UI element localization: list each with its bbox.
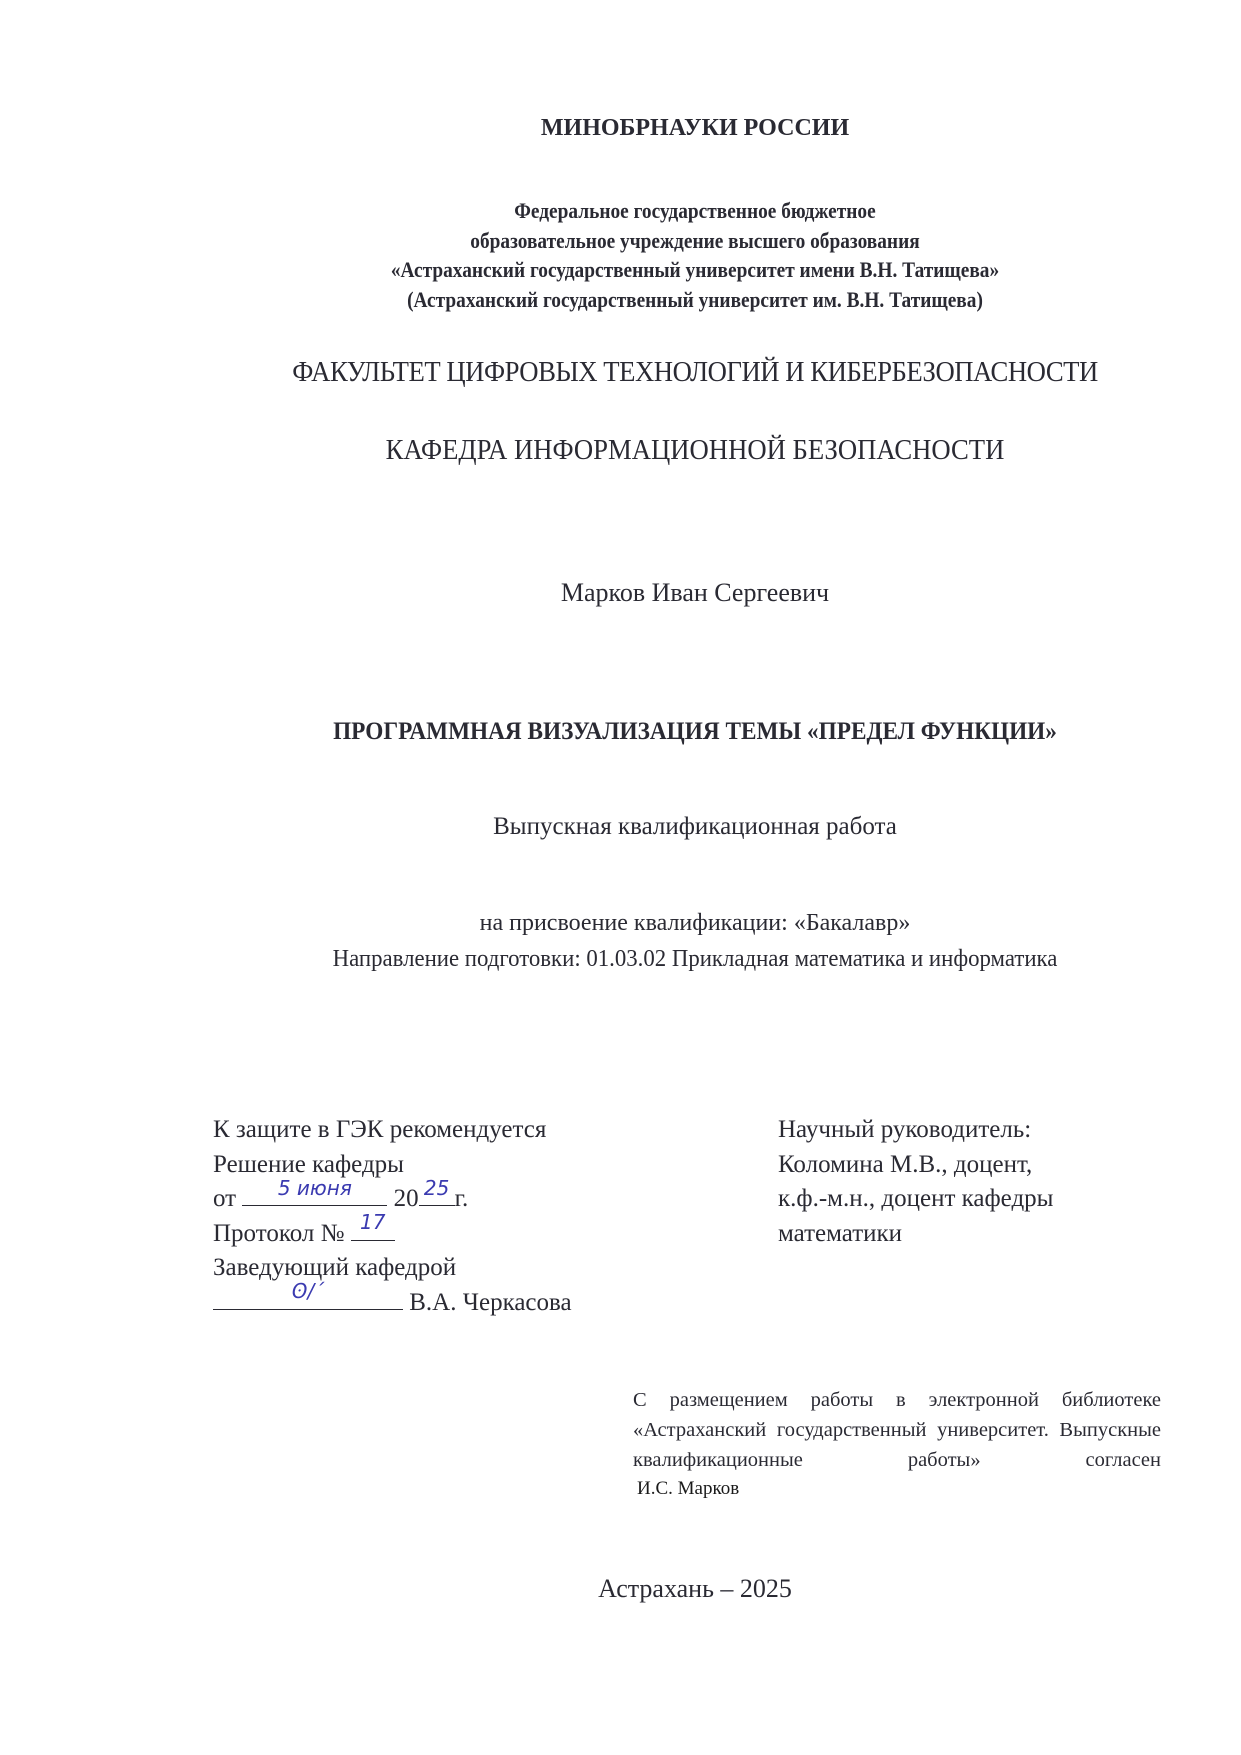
recommended-text: К защите в ГЭК рекомендуется — [213, 1116, 547, 1143]
ministry-heading: МИНОБРНАУКИ РОССИИ — [540, 115, 850, 141]
head-signature-line — [213, 1279, 572, 1321]
year-blank — [419, 1175, 455, 1206]
institution-line: «Астраханский государственный университет имени В.Н. Татищева» — [390, 257, 1000, 282]
handwritten-date: 5 июня — [277, 1175, 352, 1200]
head-name: В.А. Черкасова — [409, 1288, 572, 1316]
qualification: на присвоение квалификации: «Бакалавр» — [479, 910, 911, 936]
study-direction: Направление подготовки: 01.03.02 Прикладная математика и информатика — [332, 946, 1058, 972]
date-blank — [242, 1175, 387, 1206]
handwritten-year: 25 — [423, 1175, 450, 1200]
supervisor-line: к.ф.-м.н., доцент кафедры — [778, 1185, 1054, 1212]
defense-approval-block — [213, 1113, 572, 1320]
decision-text: Решение кафедры — [213, 1150, 404, 1178]
signature-icon: ʘ/ˊ — [291, 1279, 325, 1303]
consent-signer: И.С. Марков — [637, 1478, 740, 1499]
work-type: Выпускная квалификационная работа — [493, 813, 897, 840]
supervisor-line: математики — [778, 1219, 903, 1247]
supervisor-label: Научный руководитель: — [778, 1116, 1032, 1143]
protocol-label: Протокол № — [213, 1219, 345, 1247]
faculty-heading: ФАКУЛЬТЕТ ЦИФРОВЫХ ТЕХНОЛОГИЙ И КИБЕРБЕЗОПАСНОСТИ — [292, 356, 1098, 388]
protocol-blank — [351, 1210, 395, 1241]
department-heading: КАФЕДРА ИНФОРМАЦИОННОЙ БЕЗОПАСНОСТИ — [385, 434, 1005, 466]
institution-line: Федеральное государственное бюджетное — [514, 198, 876, 223]
from-label: от — [213, 1185, 237, 1212]
city-year: Астрахань – 2025 — [598, 1574, 792, 1603]
handwritten-protocol-number: 17 — [359, 1210, 386, 1234]
year-prefix: 20 — [393, 1185, 419, 1212]
supervisor-line: Коломина М.В., доцент, — [778, 1150, 1033, 1178]
year-suffix: г. — [454, 1185, 469, 1212]
supervisor-block — [778, 1113, 1053, 1251]
protocol-line — [213, 1210, 572, 1252]
signature-blank — [213, 1279, 403, 1310]
institution-line: образовательное учреждение высшего образования — [470, 228, 920, 253]
thesis-title: ПРОГРАММНАЯ ВИЗУАЛИЗАЦИЯ ТЕМЫ «ПРЕДЕЛ ФУНКЦИИ» — [333, 718, 1057, 745]
institution-line: (Астраханский государственный университет им. В.Н. Татищева) — [407, 287, 983, 312]
author-name: Марков Иван Сергеевич — [560, 578, 830, 607]
head-label: Заведующий кафедрой — [213, 1254, 457, 1281]
library-consent-text: С размещением работы в электронной библиотеке «Астраханский государственный университет. Выпускные квалификационные работы» согласен — [633, 1389, 1161, 1471]
